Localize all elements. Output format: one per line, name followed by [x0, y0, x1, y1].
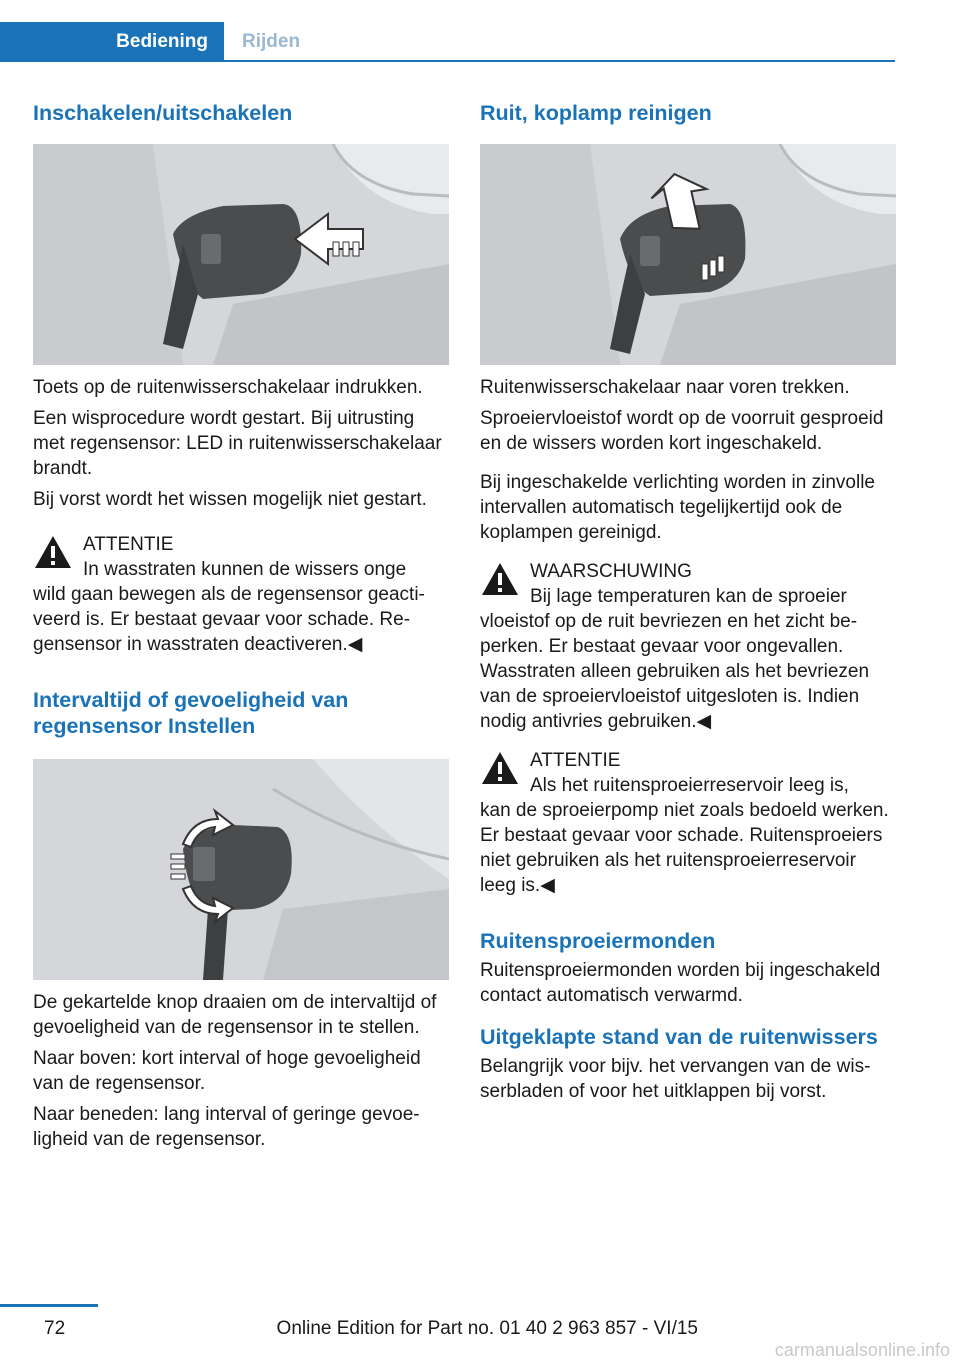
section-title-switch: Inschakelen/uitschakelen	[33, 101, 293, 125]
section-title-cleaning: Ruit, koplamp reinigen	[480, 101, 712, 125]
section-title-folded-position: Uitgeklapte stand van de ruitenwissers	[480, 1025, 878, 1049]
warning-triangle-icon	[33, 534, 73, 570]
warning-triangle-icon	[480, 561, 520, 597]
notice-text: kan de sproeierpomp niet zoals bedoeld werken. Er bestaat gevaar voor schade. Ruitensproeiers niet gebruiken als het ruitensproeierreservoir leeg is.◀	[480, 800, 889, 896]
header-tabs	[0, 0, 895, 62]
attention-notice	[33, 532, 449, 657]
paragraph: Naar beneden: lang interval of geringe gevoeligheid van de regensensor.	[33, 1104, 420, 1150]
wiper-switch-press-image	[33, 144, 449, 365]
paragraph: Naar boven: kort interval of hoge gevoeligheid van de regensensor.	[33, 1048, 421, 1094]
warning-triangle-icon	[480, 750, 520, 786]
paragraph: Een wisprocedure wordt gestart. Bij uitrusting met regensensor: LED in ruitenwisserschakelaar brandt.	[33, 408, 442, 479]
paragraph: Ruitensproeiermonden worden bij ingeschakeld contact automatisch verwarmd.	[480, 960, 881, 1006]
watermark: carmanualsonline.info	[774, 1340, 950, 1360]
edition-note: Online Edition for Part no. 01 40 2 963 857 - VI/15	[276, 1318, 698, 1339]
warning-notice	[480, 559, 896, 734]
notice-title: WAARSCHUWING	[530, 561, 692, 582]
paragraph: Ruitenwisserschakelaar naar voren trekken.	[480, 377, 850, 398]
tab-bediening[interactable]: Bediening	[0, 22, 224, 62]
paragraph: Bij ingeschakelde verlichting worden in zinvolle intervallen automatisch tegelijkertijd ook de koplampen gereinigd.	[480, 472, 875, 543]
notice-text: vloeistof op de ruit bevriezen en het zicht beperken. Er bestaat gevaar voor ongevallen. Wasstraten alleen gebruiken als het bevriezen van de sproeiervloeistof uitgesloten is. Indien nodig antivries gebruiken.◀	[480, 611, 870, 732]
paragraph: Bij vorst wordt het wissen mogelijk niet gestart.	[33, 489, 427, 510]
wiper-switch-pull-image	[480, 144, 896, 365]
attention-notice	[480, 748, 896, 898]
page-number: 72	[44, 1318, 66, 1339]
right-column	[480, 100, 896, 1104]
notice-text: Bij lage temperaturen kan de sproeier	[530, 586, 847, 607]
left-column	[33, 100, 449, 1152]
section-title-interval: Intervaltijd of gevoeligheid van regensensor Instellen	[33, 688, 349, 738]
notice-text: Als het ruitensproeierreservoir leeg is,	[530, 775, 849, 796]
paragraph: De gekartelde knop draaien om de intervaltijd of gevoeligheid van de regensensor in te stellen.	[33, 992, 437, 1038]
paragraph: Sproeiervloeistof wordt op de voorruit gesproeid en de wissers worden kort ingeschakeld.	[480, 408, 884, 454]
notice-text: In wasstraten kunnen de wissers onge	[83, 559, 407, 580]
paragraph: Toets op de ruitenwisserschakelaar indrukken.	[33, 377, 423, 398]
notice-title: ATTENTIE	[530, 750, 621, 771]
notice-text: wild gaan bewegen als de regensensor geactiveerd is. Er bestaat gevaar voor schade. Regensensor in wasstraten deactiveren.◀	[33, 584, 425, 655]
notice-title: ATTENTIE	[83, 534, 174, 555]
footer-divider	[0, 1304, 98, 1307]
knurled-knob-image	[33, 759, 449, 980]
paragraph: Belangrijk voor bijv. het vervangen van de wisserbladen of voor het uitklappen bij vorst.	[480, 1056, 871, 1102]
section-title-nozzles: Ruitensproeiermonden	[480, 929, 716, 953]
tab-rijden[interactable]: Rijden	[242, 31, 301, 52]
header-divider	[224, 60, 895, 62]
